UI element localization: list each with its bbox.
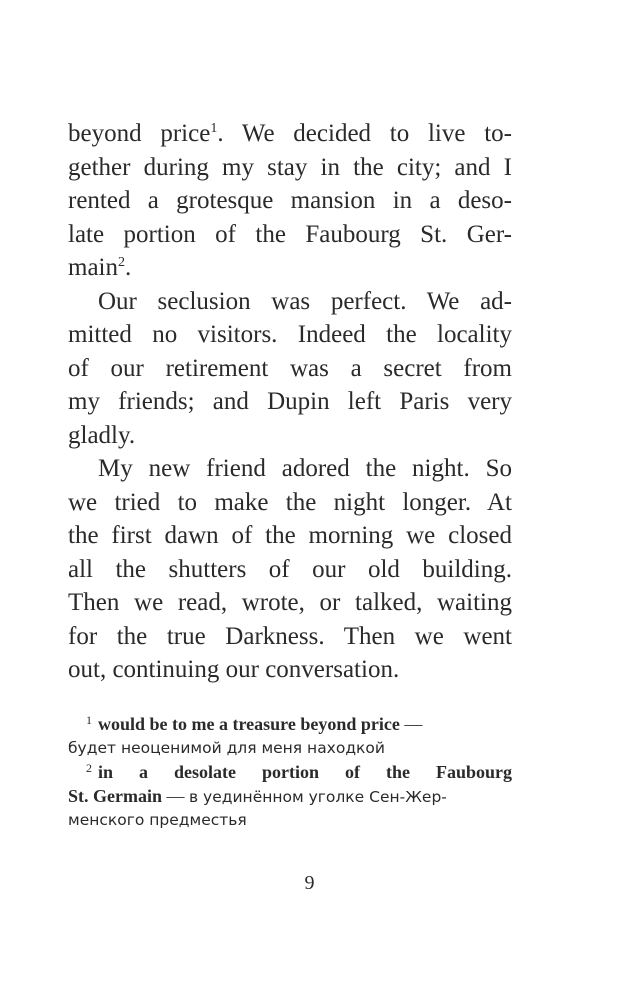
text-line: out, continuing our conversation.	[68, 656, 400, 683]
text-line: of our retirement was a secret from	[68, 354, 512, 382]
footnote-2: $^2$ in a desolate portion of the Faubourg	[86, 761, 512, 782]
footnote-ref-1[interactable]: 1	[210, 121, 218, 136]
footnote-2-translation: менского предместья	[68, 811, 247, 829]
footnotes	[68, 712, 512, 832]
footnote-2-term: in a desolate portion of the Faubourg	[98, 762, 512, 782]
text-line: mitted no visitors. Indeed the locality	[68, 321, 512, 348]
text-line: the first dawn of the morning we closed	[68, 522, 512, 549]
footnote-ref-2[interactable]: 2	[118, 255, 125, 270]
text-line: for the true Darkness. Then we went	[68, 622, 512, 650]
footnote-2-cont: St. Germain — в уединённом уголке Сен-Жер-	[68, 786, 447, 806]
text-line: beyond price$^1$. We decided to live to-	[68, 120, 512, 147]
page-number: 9	[304, 872, 315, 894]
text-line: Then we read, wrote, or talked, waiting	[68, 589, 512, 616]
paragraph-3-start: My new friend adored the night. So	[98, 455, 512, 482]
text-line: my friends; and Dupin left Paris very	[68, 388, 512, 415]
main-text	[68, 117, 512, 687]
text-line: gladly.	[68, 421, 136, 449]
footnote-1-term: would be to me a treasure beyond price	[98, 714, 400, 734]
text-line: main$^2$.	[68, 254, 132, 281]
text-line: gether during my stay in the city; and I	[68, 153, 512, 181]
paragraph-2-start: Our seclusion was perfect. We ad-	[98, 287, 512, 315]
text-line: we tried to make the night longer. At	[68, 488, 512, 516]
footnote-1-translation: будет неоценимой для меня находкой	[68, 739, 385, 757]
text-line: all the shutters of our old building.	[68, 555, 512, 583]
text-line: late portion of the Faubourg St. Ger-	[68, 220, 512, 248]
text-line: rented a grotesque mansion in a deso-	[68, 187, 512, 214]
footnote-1: $^1$ would be to me a treasure beyond price —	[86, 713, 423, 734]
